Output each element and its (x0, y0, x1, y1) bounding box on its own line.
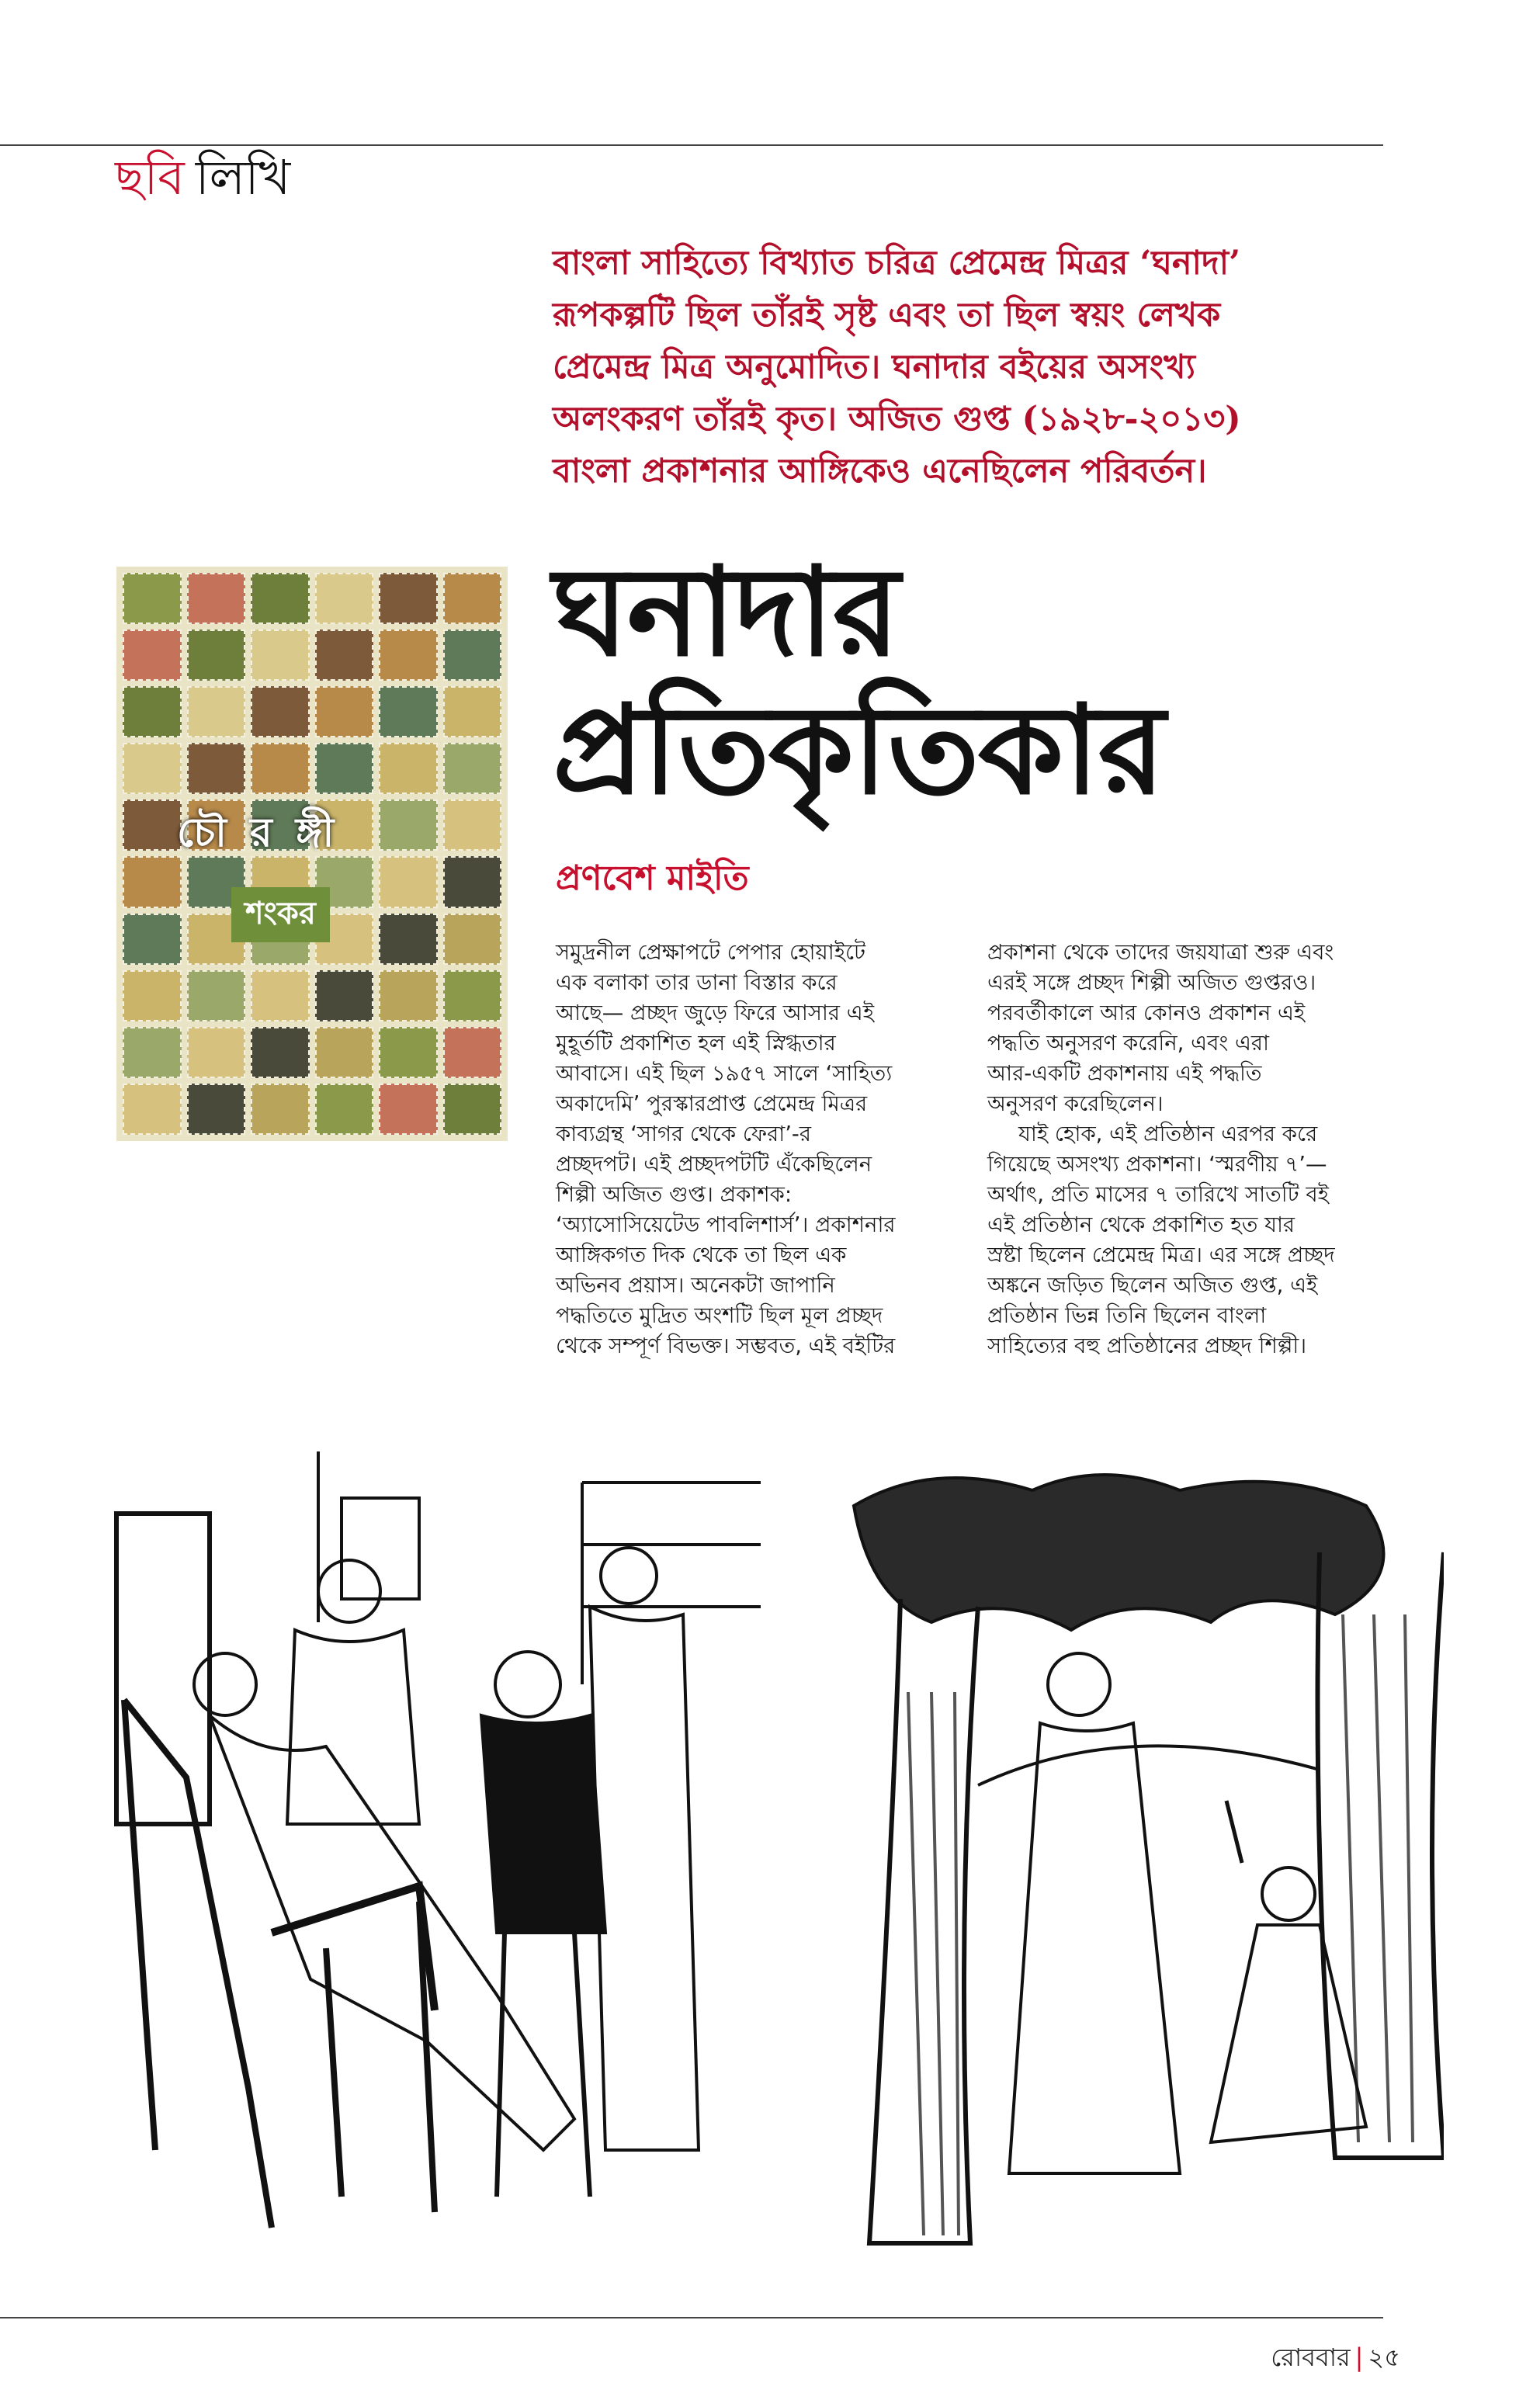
cover-author: শংকর (231, 887, 330, 942)
cover-stamp (123, 970, 182, 1021)
cover-stamp (443, 629, 502, 681)
body-line: অকাদেমি’ পুরস্কারপ্রাপ্ত প্রেমেন্দ্র মিত্রর (556, 1091, 868, 1116)
cover-stamp (443, 1084, 502, 1135)
cover-stamp (315, 1084, 374, 1135)
cover-stamp (187, 1027, 246, 1078)
body-line: আবাসে। এই ছিল ১৯৫৭ সালে ‘সাহিত্য (556, 1061, 893, 1086)
body-column-1 (556, 938, 981, 1361)
article-title (553, 540, 1164, 822)
body-line: সমুদ্রনীল প্রেক্ষাপটে পেপার হোয়াইটে (556, 940, 866, 965)
body-line: কাব্যগ্রন্থ ‘সাগর থেকে ফেরা’-র (556, 1122, 811, 1146)
cover-stamp (123, 629, 182, 681)
body-line: অঙ্কনে জড়িত ছিলেন অজিত গুপ্ত, এই (987, 1273, 1318, 1298)
body-line: অভিনব প্রয়াস। অনেকটা জাপানি (556, 1273, 835, 1298)
section-label-word1: ছবি (115, 149, 185, 206)
cover-stamp (315, 686, 374, 737)
cover-stamp (315, 629, 374, 681)
body-line: প্রচ্ছদপট। এই প্রচ্ছদপটটি এঁকেছিলেন (556, 1152, 872, 1177)
top-rule (0, 144, 1383, 146)
cover-stamp (251, 686, 310, 737)
body-line: এক বলাকা তার ডানা বিস্তার করে (556, 970, 838, 995)
body-line: আর-একটি প্রকাশনায় এই পদ্ধতি (987, 1061, 1262, 1086)
body-line: থেকে সম্পূর্ণ বিভক্ত। সম্ভবত, এই বইটির (556, 1333, 896, 1358)
cover-stamp (379, 1027, 438, 1078)
illustration-room-scene (93, 1451, 761, 2259)
cover-stamp (187, 573, 246, 624)
cover-stamp (379, 970, 438, 1021)
cover-stamp (379, 573, 438, 624)
cover-stamp (251, 573, 310, 624)
body-line: পদ্ধতি অনুসরণ করেনি, এবং এরা (987, 1031, 1269, 1056)
section-label (115, 149, 291, 206)
body-line: যাই হোক, এই প্রতিষ্ঠান এরপর করে (1018, 1122, 1318, 1146)
intro-line: রূপকল্পটি ছিল তাঁরই সৃষ্ট এবং তা ছিল স্বয়ং লেখক (553, 296, 1221, 335)
cover-stamp (123, 743, 182, 794)
cover-stamp (187, 629, 246, 681)
cover-stamp (379, 629, 438, 681)
body-line: শিল্পী অজিত গুপ্ত। প্রকাশক: (556, 1182, 793, 1207)
cover-stamp (443, 743, 502, 794)
title-line1: ঘনাদার (553, 540, 899, 684)
cover-stamp (251, 629, 310, 681)
cover-stamp (251, 1027, 310, 1078)
body-line: পদ্ধতিতে মুদ্রিত অংশটি ছিল মূল প্রচ্ছদ (556, 1303, 883, 1328)
body-line: আছে— প্রচ্ছদ জুড়ে ফিরে আসার এই (556, 1001, 875, 1025)
body-line: এই প্রতিষ্ঠান থেকে প্রকাশিত হত যার (987, 1212, 1295, 1237)
cover-stamp (315, 970, 374, 1021)
cover-stamp (315, 573, 374, 624)
body-column-2 (987, 938, 1413, 1361)
body-line: এরই সঙ্গে প্রচ্ছদ শিল্পী অজিত গুপ্তরও। (987, 970, 1316, 995)
cover-stamp (251, 1084, 310, 1135)
body-line: গিয়েছে অসংখ্য প্রকাশনা। ‘স্মরণীয় ৭’— (987, 1152, 1327, 1177)
cover-stamp (123, 1027, 182, 1078)
cover-stamp (187, 970, 246, 1021)
body-line: প্রকাশনা থেকে তাদের জয়যাত্রা শুরু এবং (987, 940, 1334, 965)
illustration-forest-scene (776, 1459, 1444, 2266)
cover-stamp (443, 573, 502, 624)
cover-stamp (251, 970, 310, 1021)
cover-stamp (443, 1027, 502, 1078)
body-line: ‘অ্যাসোসিয়েটেড পাবলিশার্স’। প্রকাশনার (556, 1212, 896, 1237)
bottom-rule (0, 2317, 1383, 2318)
footer-page-number: ২৫ (1368, 2343, 1400, 2372)
footer-magazine: রোববার (1271, 2343, 1351, 2372)
title-line2: প্রতিকৃতিকার (553, 678, 1164, 822)
body-line: অর্থাৎ, প্রতি মাসের ৭ তারিখে সাতটি বই (987, 1182, 1329, 1207)
intro-line: প্রেমেন্দ্র মিত্র অনুমোদিত। ঘনাদার বইয়ের অসংখ্য (553, 348, 1195, 387)
cover-stamp (187, 1084, 246, 1135)
cover-stamp (443, 686, 502, 737)
cover-stamp (123, 573, 182, 624)
cover-stamp (379, 743, 438, 794)
body-line: আঙ্গিকগত দিক থেকে তা ছিল এক (556, 1243, 847, 1268)
body-line: মুহূর্তটি প্রকাশিত হল এই স্নিগ্ধতার (556, 1031, 836, 1056)
intro-paragraph (553, 238, 1391, 498)
intro-line: অলংকরণ তাঁরই কৃত। অজিত গুপ্ত (১৯২৮-২০১৩) (553, 400, 1241, 439)
cover-title-band (130, 808, 494, 858)
body-line: স্রষ্টা ছিলেন প্রেমেন্দ্র মিত্র। এর সঙ্গে প্রচ্ছদ (987, 1243, 1335, 1268)
body-line: প্রতিষ্ঠান ভিন্ন তিনি ছিলেন বাংলা (987, 1303, 1267, 1328)
cover-author-band (130, 891, 494, 938)
author-byline: প্রণবেশ মাইতি (556, 858, 749, 898)
cover-stamp (123, 686, 182, 737)
section-label-word2: লিখি (195, 149, 291, 206)
cover-stamp (123, 1084, 182, 1135)
cover-stamp (379, 1084, 438, 1135)
intro-line: বাংলা সাহিত্যে বিখ্যাত চরিত্র প্রেমেন্দ্র মিত্রর ‘ঘনাদা’ (553, 244, 1241, 283)
intro-line: বাংলা প্রকাশনার আঙ্গিকেও এনেছিলেন পরিবর্তন। (553, 452, 1207, 491)
cover-stamp (251, 743, 310, 794)
cover-stamp (315, 1027, 374, 1078)
cover-stamp (443, 970, 502, 1021)
footer-separator: | (1354, 2343, 1364, 2372)
cover-stamp (315, 743, 374, 794)
cover-title: চৌ র ঙ্গী (177, 808, 339, 856)
cover-stamp (187, 686, 246, 737)
cover-stamp (187, 743, 246, 794)
body-line: পরবর্তীকালে আর কোনও প্রকাশন এই (987, 1001, 1306, 1025)
body-line: অনুসরণ করেছিলেন। (987, 1091, 1164, 1116)
body-line: সাহিত্যের বহু প্রতিষ্ঠানের প্রচ্ছদ শিল্পী। (987, 1333, 1307, 1358)
cover-stamp (379, 686, 438, 737)
page-footer (1271, 2338, 1400, 2380)
